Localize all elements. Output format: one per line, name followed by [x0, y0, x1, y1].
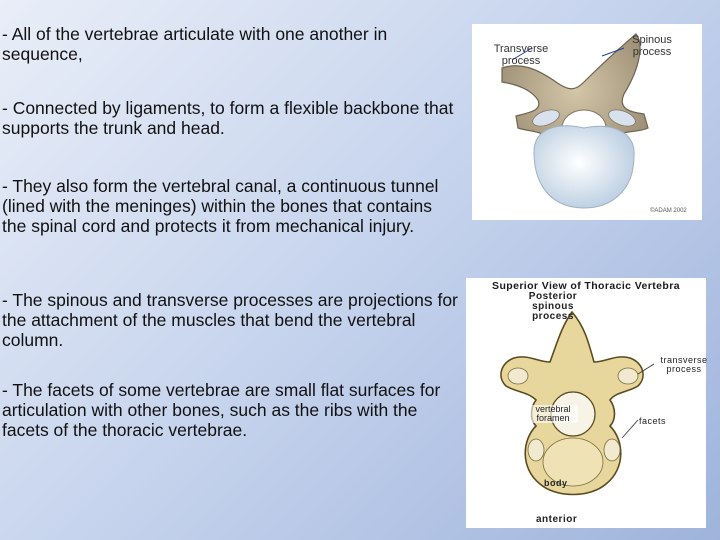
- pointer-facets: [622, 420, 638, 438]
- label-transverse: transverse process: [660, 355, 708, 374]
- thoracic-vertebra-diagram: [466, 278, 706, 528]
- label-anterior: anterior: [536, 514, 578, 525]
- vertebra-photo-figure: [472, 24, 702, 220]
- bullet-facets: - The facets of some vertebrae are small flat surfaces for articulation with other bones, such as the ribs with the facets of the thoracic vertebrae.: [2, 380, 441, 440]
- diagram-facet-right: [618, 368, 638, 384]
- diagram-title: Superior View of Thoracic Vertebra: [492, 280, 680, 292]
- label-body: body: [544, 478, 568, 488]
- label-facets: facets: [639, 416, 667, 426]
- label-transverse-process: Transverse process: [493, 43, 549, 67]
- label-vertebral-foramen: vertebral foramen: [528, 405, 578, 423]
- copyright-mark: ©ADAM 2002: [650, 208, 687, 214]
- bullet-processes: - The spinous and transverse processes are projections for the attachment of the muscles that bend the vertebral column.: [2, 290, 458, 350]
- diagram-facet-lower-right: [604, 439, 620, 461]
- bullet-articulate: - All of the vertebrae articulate with one another in sequence,: [2, 24, 388, 64]
- label-spinous-process: Spinous process: [632, 34, 672, 58]
- diagram-facet-lower-left: [528, 439, 544, 461]
- label-posterior-spinous: Posterior spinous process: [528, 291, 578, 322]
- vertebral-body-disc: [534, 126, 634, 208]
- bullet-vertebral-canal: - They also form the vertebral canal, a continuous tunnel (lined with the meninges) within the bones that contains the spinal cord and protects it from mechanical injury.: [2, 176, 439, 236]
- bullet-ligaments: - Connected by ligaments, to form a flexible backbone that supports the trunk and head.: [2, 98, 454, 138]
- diagram-facet-left: [508, 368, 528, 384]
